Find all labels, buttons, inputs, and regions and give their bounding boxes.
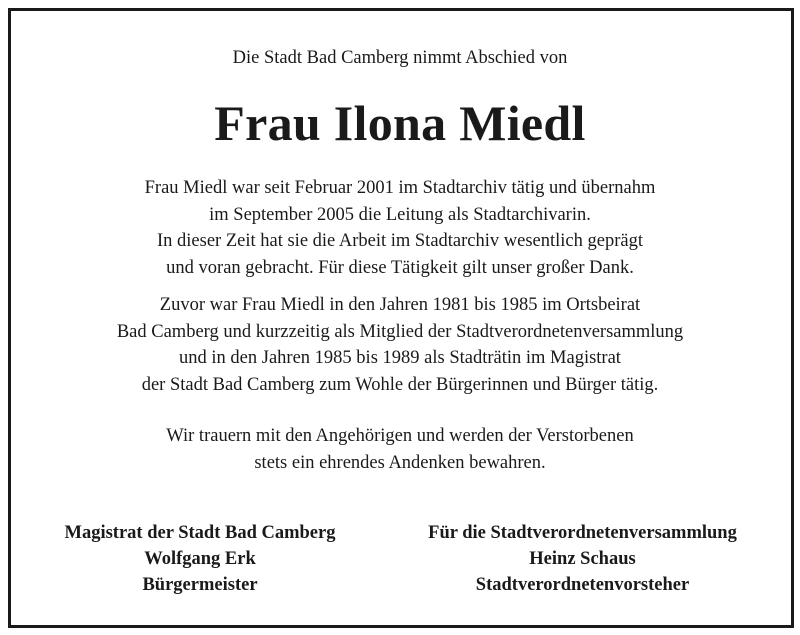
paragraph-line: Wir trauern mit den Angehörigen und werden der Verstorbenen xyxy=(166,426,634,446)
paragraph-career xyxy=(0,175,800,281)
paragraph-line: Bad Camberg und kurzzeitig als Mitglied der Stadtverordnetenversammlung xyxy=(116,321,684,342)
paragraph-line: Zuvor war Frau Miedl in den Jahren 1981 bis 1985 im Ortsbeirat xyxy=(159,295,641,315)
paragraph-mourning xyxy=(0,423,800,476)
signature-role: Bürgermeister xyxy=(142,575,258,595)
signature-role: Stadtverordnetenvorsteher xyxy=(475,575,690,595)
paragraph-line: Frau Miedl war seit Februar 2001 im Stadtarchiv tätig und übernahm xyxy=(144,178,656,198)
signature-council xyxy=(395,520,770,598)
paragraph-line: der Stadt Bad Camberg zum Wohle der Bürgerinnen und Bürger tätig. xyxy=(141,374,659,395)
deceased-name: Frau Ilona Miedl xyxy=(214,95,586,151)
paragraph-line: stets ein ehrendes Andenken bewahren. xyxy=(254,452,546,473)
signature-body: Magistrat der Stadt Bad Camberg xyxy=(64,523,336,543)
signature-person: Wolfgang Erk xyxy=(144,549,256,569)
signature-person: Heinz Schaus xyxy=(529,549,636,569)
paragraph-line: und voran gebracht. Für diese Tätigkeit gilt unser großer Dank. xyxy=(166,257,634,278)
paragraph-line: und in den Jahren 1985 bis 1989 als Stadträtin im Magistrat xyxy=(179,348,621,368)
signature-body: Für die Stadtverordnetenversammlung xyxy=(428,523,737,543)
signature-magistrat xyxy=(40,520,360,598)
paragraph-line: In dieser Zeit hat sie die Arbeit im Stadtarchiv wesentlich geprägt xyxy=(157,231,643,251)
paragraph-line: im September 2005 die Leitung als Stadtarchivarin. xyxy=(209,204,591,225)
intro-line: Die Stadt Bad Camberg nimmt Abschied von xyxy=(232,48,568,68)
paragraph-political xyxy=(0,292,800,398)
